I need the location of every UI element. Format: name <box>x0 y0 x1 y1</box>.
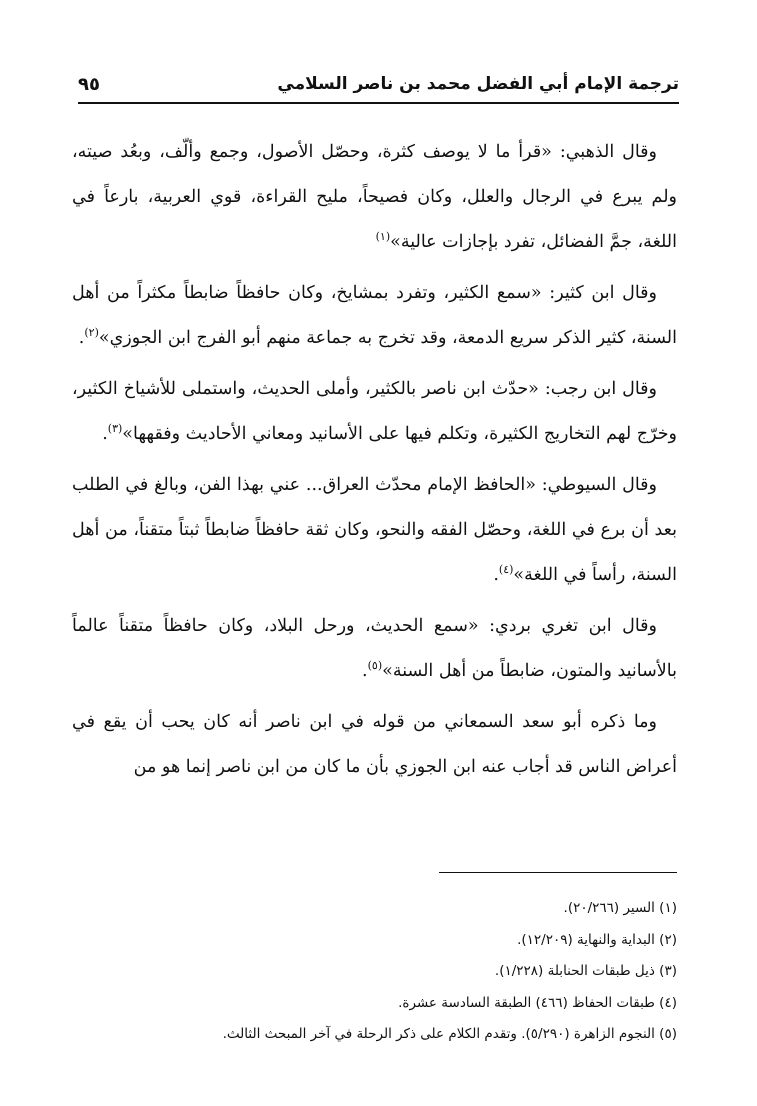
paragraph-end: . <box>493 565 499 585</box>
footnote-item: (٣) ذيل طبقات الحنابلة (١/٢٢٨). <box>494 963 677 979</box>
footnote-item: (٤) طبقات الحفاظ (٤٦٦) الطبقة السادسة عشرة. <box>398 994 677 1011</box>
footnote-ref: (٣) <box>107 422 123 436</box>
running-header <box>78 66 679 104</box>
paragraph <box>72 367 677 457</box>
paragraph-text: وقال الذهبي: «قرأ ما لا يوصف كثرة، وحصّل الأصول، وجمع وألّف، وبعُد صيته، ولم يبرع في الرجال والعلل، وكان فصيحاً، مليح القراءة، قوي العربية، بارعاً في اللغة، جمَّ الفضائل، تفرد بإجازات عالية» <box>72 142 677 252</box>
paragraph <box>72 604 677 694</box>
footnote-divider <box>439 872 677 873</box>
footnote-ref: (٤) <box>498 563 514 577</box>
paragraph-text: وما ذكره أبو سعد السمعاني من قوله في ابن ناصر أنه كان يحب أن يقع في أعراض الناس قد أجاب عنه ابن الجوزي بأن ما كان من ابن ناصر إنما هو من <box>72 712 677 777</box>
paragraph-end: . <box>102 424 108 444</box>
footnote-item: (٢) البداية والنهاية (١٢/٢٠٩). <box>517 931 677 948</box>
footnote-item: (٥) النجوم الزاهرة (٥/٢٩٠). وتقدم الكلام على ذكر الرحلة في آخر المبحث الثالث. <box>222 1026 677 1042</box>
paragraph <box>72 700 677 790</box>
paragraph-end: . <box>78 328 85 348</box>
paragraph-text: وقال ابن رجب: «حدّث ابن ناصر بالكثير، وأملى الحديث، واستملى للأشياخ الكثير، وخرّج لهم التخاريج الكثيرة، وتكلم فيها على الأسانيد ومعاني الأحاديث وفقهها» <box>72 379 677 444</box>
paragraph-text: وقال ابن تغري بردي: «سمع الحديث، ورحل البلاد، وكان حافظاً متقناً عالماً بالأسانيد والمتون، ضابطاً من أهل السنة» <box>72 616 677 681</box>
paragraph <box>72 271 677 361</box>
paragraph <box>72 463 677 598</box>
paragraph <box>72 130 677 265</box>
footnotes <box>72 893 677 1051</box>
header-title: ترجمة الإمام أبي الفضل محمد بن ناصر السلامي <box>277 74 679 94</box>
footnote-ref: (٥) <box>367 659 383 673</box>
paragraph-text: وقال السيوطي: «الحافظ الإمام محدّث العراق... عني بهذا الفن، وبالغ في الطلب بعد أن برع في اللغة، وحصّل الفقه والنحو، وكان ثقة حافظاً ضابطاً ثبتاً متقناً، من أهل السنة، رأساً في اللغة» <box>72 475 677 585</box>
footnote-ref: (٢) <box>84 326 99 340</box>
footnote-ref: (١) <box>375 230 391 244</box>
paragraph-end: . <box>362 661 368 681</box>
page-number: ٩٥ <box>78 73 100 95</box>
footnote-item: (١) السير (٢٠/٢٦٦). <box>563 900 677 916</box>
main-text <box>72 130 677 796</box>
paragraph-text: وقال ابن كثير: «سمع الكثير، وتفرد بمشايخ، وكان حافظاً ضابطاً مكثراً من أهل السنة، كثير الذكر سريع الدمعة، وقد تخرج به جماعة منهم أبو الفرج ابن الجوزي» <box>72 283 677 348</box>
